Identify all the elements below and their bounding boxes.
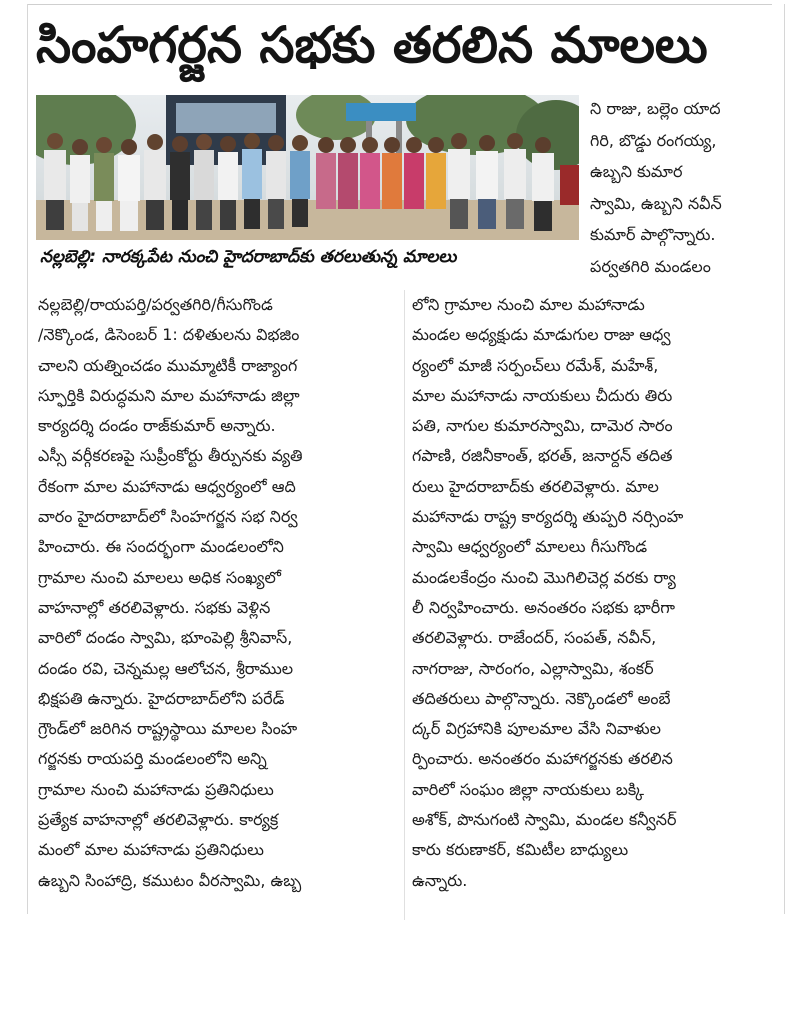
text-line: మహానాడు రాష్ట్ర కార్యదర్శి తుప్పరి నర్సింహ xyxy=(412,507,684,527)
text-line: స్వామి ఆధ్వర్యంలో మాలలు గీసుగొండ xyxy=(412,537,648,557)
top-right-column xyxy=(590,93,765,282)
text-line: మండల అధ్యక్షుడు మాడుగుల రాజు ఆధ్వ xyxy=(412,325,671,345)
text-line: ని రాజు, బల్లెం యాద xyxy=(590,99,721,118)
text-line: నల్లబెల్లి/రాయపర్తి/పర్వతగిరి/గీసుగొండ xyxy=(38,295,273,314)
text-line: చాలని యత్నించడం ముమ్మాటికీ రాజ్యాంగ xyxy=(38,355,298,375)
text-line: /నెక్కొండ, డిసెంబర్ 1: దళితులను విభజిం xyxy=(38,325,300,345)
text-line: గర్జనకు రాయపర్తి మండలంలోని అన్ని xyxy=(38,749,267,769)
text-line: పతి, నాగుల కుమారస్వామి, దామెర సారం xyxy=(412,416,673,436)
text-line: పర్వతగిరి మండలం xyxy=(590,256,711,276)
text-line: వారిలో సంఘం జిల్లా నాయకులు బక్కి xyxy=(412,779,644,799)
text-line: లీ నిర్వహించారు. అనంతరం సభకు భారీగా xyxy=(412,597,676,617)
column-divider xyxy=(404,290,405,920)
text-line: వారం హైదరాబాద్‌లో సింహగర్జన సభ నిర్వ xyxy=(38,507,298,527)
text-line: కారు కరుణాకర్, కమిటీల బాధ్యులు xyxy=(412,840,629,860)
article-column-right xyxy=(412,290,774,896)
text-line: తరలివెళ్లారు. రాజేందర్, సంపత్, నవీన్, xyxy=(412,628,657,648)
text-line: కార్యదర్శి దండం రాజ్‌కుమార్ అన్నారు. xyxy=(38,416,276,436)
text-line: గ్రామాల నుంచి మాలలు అధిక సంఖ్యలో xyxy=(38,567,281,587)
text-line: గిరి, బొడ్డు రంగయ్య, xyxy=(590,130,717,150)
text-line: ర్పించారు. అనంతరం మహాగర్జనకు తరలిన xyxy=(412,749,673,769)
text-line: మాల మహానాడు నాయకులు చీదురు తిరు xyxy=(412,385,673,405)
text-line: స్వామి, ఉబ్బని నవీన్ xyxy=(590,193,722,213)
text-line: ఉన్నారు. xyxy=(412,870,468,890)
text-line: ఎస్సీ వర్గీకరణపై సుప్రీంకోర్టు తీర్పునకు వ్యతి xyxy=(38,446,303,466)
text-line: గ్రౌండ్‌లో జరిగిన రాష్ట్రస్థాయి మాలల సింహ xyxy=(38,719,298,739)
page-left-rule xyxy=(27,4,28,914)
text-line: ఉబ్బని కుమార xyxy=(590,162,683,181)
text-line: ర్యంలో మాజీ సర్పంచ్‌లు రమేశ్, మహేశ్, xyxy=(412,355,659,375)
text-line: అశోక్, పొనుగంటి స్వామి, మండల కన్వీనర్ xyxy=(412,810,677,830)
text-line: గపాణి, రజినీకాంత్, భరత్, జనార్దన్ తదిత xyxy=(412,446,673,466)
text-line: ద్కర్ విగ్రహానికి పూలమాల వేసి నివాళుల xyxy=(412,719,662,739)
text-line: ఉబ్బని సింహాద్రి, కముటం వీరస్వామి, ఉబ్బ xyxy=(38,870,302,890)
text-line: మండలకేంద్రం నుంచి మొగిలిచెర్ల వరకు ర్యా xyxy=(412,567,676,587)
text-line: కుమార్ పాల్గొన్నారు. xyxy=(590,225,716,244)
news-photo xyxy=(36,95,579,240)
text-line: స్ఫూర్తికి విరుద్ధమని మాల మహానాడు జిల్లా xyxy=(38,385,300,405)
text-line: లోని గ్రామాల నుంచి మాల మహానాడు xyxy=(412,295,645,314)
article-headline: సింహగర్జన సభకు తరలిన మాలలు xyxy=(36,16,708,74)
text-line: రులు హైదరాబాద్‌కు తరలివెళ్లారు. మాల xyxy=(412,476,659,496)
text-line: నాగరాజు, సారంగం, ఎల్లాస్వామి, శంకర్ xyxy=(412,658,654,678)
text-line: దండం రవి, చెన్నమల్ల ఆలోచన, శ్రీరాముల xyxy=(38,658,294,678)
text-line: హించారు. ఈ సందర్భంగా మండలంలోని xyxy=(38,537,284,557)
text-line: గ్రామాల నుంచి మహానాడు ప్రతినిధులు xyxy=(38,779,274,799)
text-line: భిక్షపతి ఉన్నారు. హైదరాబాద్‌లోని పరేడ్ xyxy=(38,688,285,708)
text-line: వాహనాల్లో తరలివెళ్లారు. సభకు వెళ్లిన xyxy=(38,597,271,617)
text-line: రేకంగా మాల మహానాడు ఆధ్వర్యంలో ఆది xyxy=(38,476,296,496)
text-line: వారిలో దండం స్వామి, భూంపెల్లి శ్రీనివాస్, xyxy=(38,628,293,648)
photo-caption: నల్లబెల్లి: నారక్కపేట నుంచి హైదరాబాద్‌కు తరలుతున్న మాలలు xyxy=(40,247,457,267)
article-column-left xyxy=(38,290,398,896)
text-line: ప్రత్యేక వాహనాల్లో తరలివెళ్లారు. కార్యక్ర xyxy=(38,810,279,830)
text-line: మంలో మాల మహానాడు ప్రతినిధులు xyxy=(38,840,264,860)
page-right-rule xyxy=(784,4,785,914)
page-top-rule xyxy=(28,4,772,5)
text-line: తదితరులు పాల్గొన్నారు. నెక్కొండలో అంబే xyxy=(412,688,671,708)
